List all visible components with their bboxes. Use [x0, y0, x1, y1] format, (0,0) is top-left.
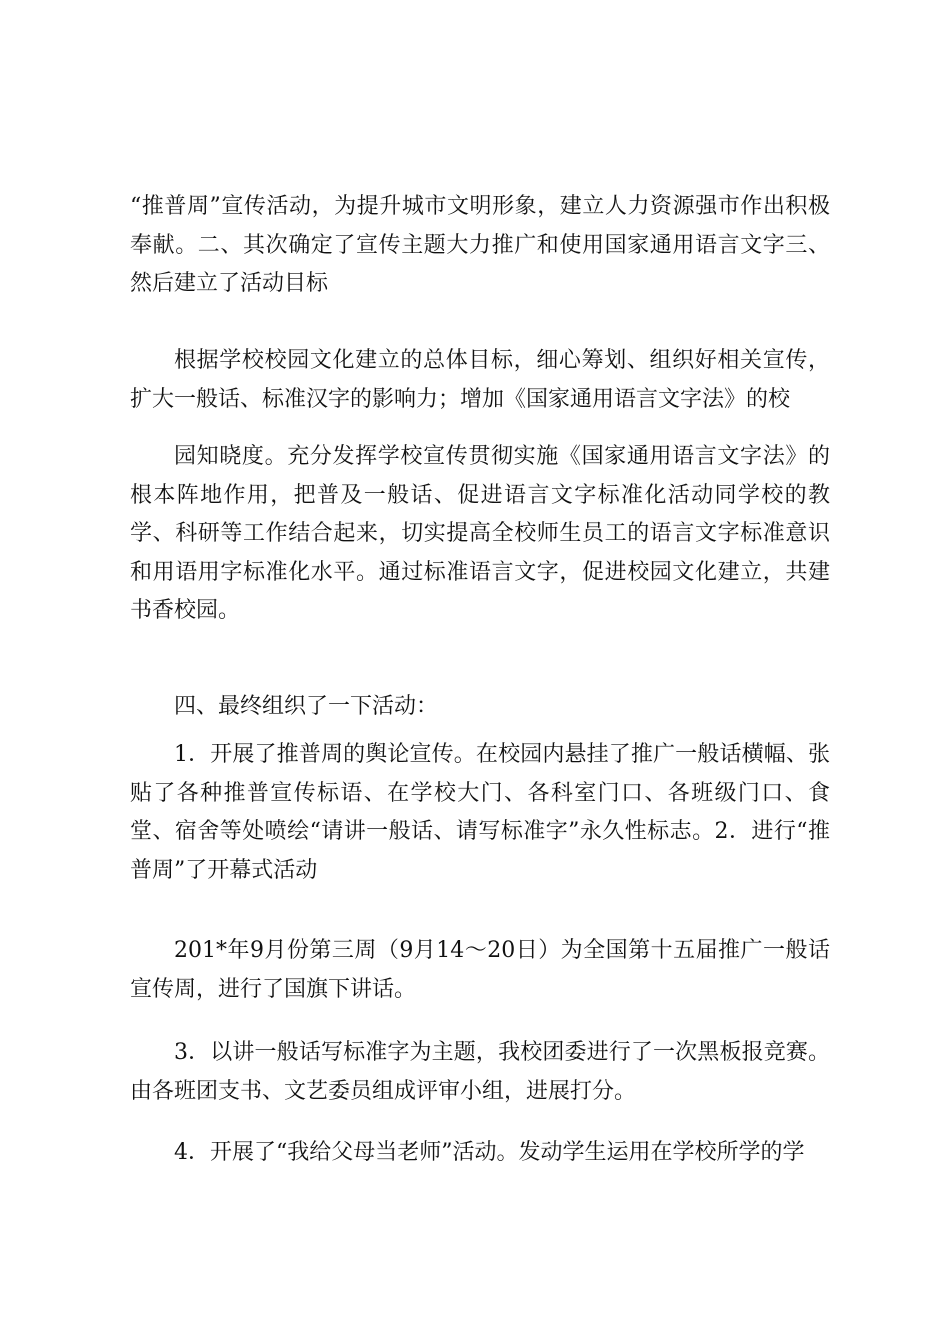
paragraph-activity-4: 4．开展了“我给父母当老师”活动。发动学生运用在学校所学的学	[174, 1140, 805, 1165]
paragraph-intro: “推普周”宣传活动，为提升城市文明形象，建立人力资源强市作出积极奉献。二、其次确定了宣传主题大力推广和使用国家通用语言文字三、然后建立了活动目标	[130, 194, 830, 296]
paragraph-goal: 根据学校校园文化建立的总体目标，细心筹划、组织好相关宣传，扩大一般话、标准汉字的影响力；增加《国家通用语言文字法》的校	[130, 348, 830, 412]
paragraph-activity-3: 3．以讲一般话写标准字为主题，我校团委进行了一次黑板报竞赛。由各班团支书、文艺委员组成评审小组，进展打分。	[130, 1040, 830, 1104]
paragraph-week-date: 201*年9月份第三周（9月14～20日）为全国第十五届推广一般话宣传周，进行了国旗下讲话。	[130, 938, 830, 1002]
paragraph-awareness: 园知晓度。充分发挥学校宣传贯彻实施《国家通用语言文字法》的根本阵地作用，把普及一般话、促进语言文字标准化活动同学校的教学、科研等工作结合起来，切实提高全校师生员工的语言文字标准意识和用语用字标准化水平。通过标准语言文字，促进校园文化建立，共建书香校园。	[130, 444, 830, 623]
paragraph-activities-heading: 四、最终组织了一下活动：	[174, 694, 439, 719]
paragraph-activity-1: 1．开展了推普周的舆论宣传。在校园内悬挂了推广一般话横幅、张贴了各种推普宣传标语、在学校大门、各科室门口、各班级门口、食堂、宿舍等处喷绘“请讲一般话、请写标准字”永久性标志。2．进行“推普周”了开幕式活动	[130, 742, 830, 883]
